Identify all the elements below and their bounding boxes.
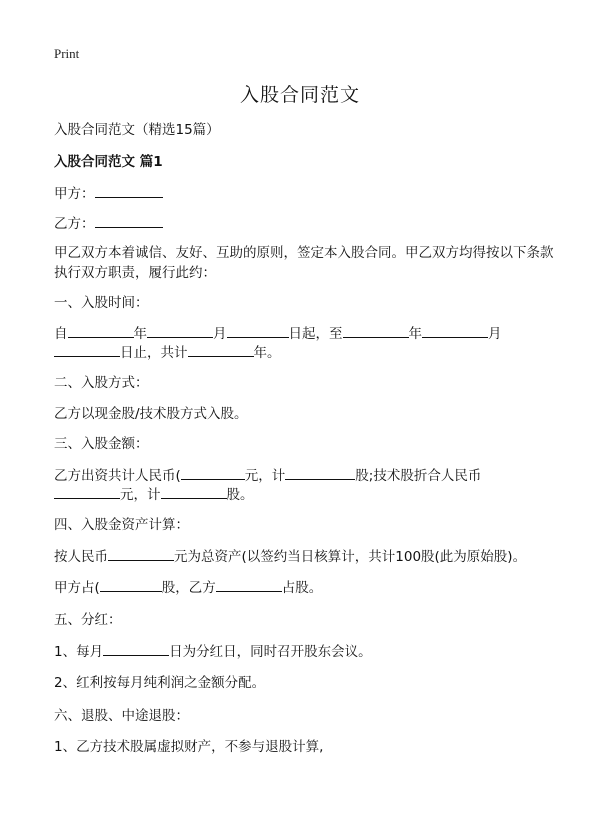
s6-title: 六、退股、中途退股： xyxy=(54,708,189,724)
blank-field xyxy=(227,323,289,338)
text-segment: 甲方占( xyxy=(54,580,100,596)
s3-line-2 xyxy=(54,484,560,505)
document-subtitle: 入股合同范文（精选15篇） xyxy=(54,122,220,138)
text-segment: 元，计 xyxy=(244,468,286,484)
text-segment: 自 xyxy=(54,326,68,342)
document-title: 入股合同范文 xyxy=(239,84,360,106)
s3-title: 三、入股金额： xyxy=(54,436,149,452)
party-a-blank xyxy=(95,183,163,198)
blank-field xyxy=(343,323,409,338)
text-segment: 日为分红日，同时召开股东会议。 xyxy=(169,644,372,660)
text-segment: 股;技术股折合人民币 xyxy=(355,468,482,484)
blank-field xyxy=(161,484,227,499)
party-a-label: 甲方： xyxy=(54,186,95,202)
text-segment: 日起，至 xyxy=(288,326,343,342)
s4-title: 四、入股金资产计算： xyxy=(54,517,189,533)
text-segment: 月 xyxy=(213,326,227,342)
blank-field xyxy=(100,577,162,592)
s4-line-1 xyxy=(54,546,560,567)
s5-title: 五、分红： xyxy=(54,612,122,628)
party-b-line xyxy=(54,213,560,234)
text-segment: 按人民币 xyxy=(54,549,108,565)
blank-field xyxy=(147,323,213,338)
text-segment: 元为总资产(以签约当日核算计，共计100股(此为原始股)。 xyxy=(174,549,527,565)
party-b-label: 乙方： xyxy=(54,216,95,232)
party-b-blank xyxy=(95,213,163,228)
blank-field xyxy=(68,323,134,338)
blank-field xyxy=(54,484,120,499)
s2-title: 二、入股方式： xyxy=(54,375,149,391)
blank-field xyxy=(181,465,245,480)
s1-line-1 xyxy=(54,323,560,344)
text-segment: 年 xyxy=(408,326,422,342)
s6-line-1: 1、乙方技术股属虚拟财产，不参与退股计算, xyxy=(54,739,324,755)
text-segment: 月 xyxy=(488,326,502,342)
s3-line-1 xyxy=(54,465,560,486)
text-segment: 年。 xyxy=(253,345,281,361)
text-segment: 股。 xyxy=(226,487,254,503)
blank-field xyxy=(422,323,488,338)
text-segment: 占股。 xyxy=(281,580,323,596)
s4-line-2 xyxy=(54,577,560,598)
text-segment: 日止，共计 xyxy=(120,345,188,361)
blank-field xyxy=(188,342,254,357)
s2-body: 乙方以现金股/技术股方式入股。 xyxy=(54,406,248,422)
blank-field xyxy=(103,641,169,656)
text-segment: 1、每月 xyxy=(54,644,104,660)
s1-line-2 xyxy=(54,342,560,363)
s5-line-1 xyxy=(54,641,560,662)
text-segment: 元，计 xyxy=(120,487,161,503)
blank-field xyxy=(108,546,174,561)
intro-paragraph: 甲乙双方本着诚信、友好、互助的原则，签定本入股合同。甲乙双方均得按以下条款执行双方职责，履行此约： xyxy=(54,245,554,281)
blank-field xyxy=(54,342,120,357)
text-segment: 乙方出资共计人民币( xyxy=(54,468,181,484)
blank-field xyxy=(216,577,282,592)
s5-line-2: 2、红利按每月纯利润之金额分配。 xyxy=(54,675,266,691)
blank-field xyxy=(285,465,355,480)
text-segment: 股，乙方 xyxy=(161,580,216,596)
party-a-line xyxy=(54,183,560,204)
s1-title: 一、入股时间： xyxy=(54,295,149,311)
text-segment: 年 xyxy=(133,326,147,342)
section-heading: 入股合同范文 篇1 xyxy=(54,154,163,170)
print-link[interactable]: Print xyxy=(54,46,80,61)
